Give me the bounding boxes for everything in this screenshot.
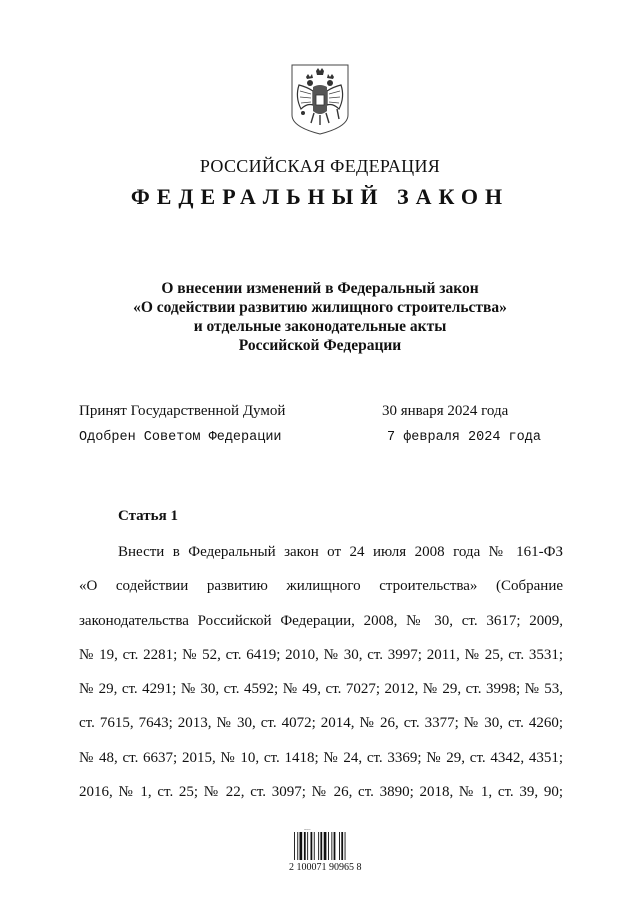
document-type: ФЕДЕРАЛЬНЫЙ ЗАКОН: [130, 184, 510, 209]
article-body-line: «О содействии развитию жилищного строительства» (Собрание: [79, 578, 563, 595]
duma-adoption-date: 30 января 2024 года: [382, 403, 509, 419]
svg-text:~~~: ~~~: [304, 827, 311, 832]
article-body-line: 2016, № 1, ст. 25; № 22, ст. 3097; № 26, ст. 3890; 2018, № 1, ст. 39, 90;: [79, 784, 563, 801]
country-name: РОССИЙСКАЯ ФЕДЕРАЦИЯ: [199, 156, 441, 176]
article-body: [79, 542, 563, 816]
council-approval-date: 7 февраля 2024 года: [387, 430, 541, 445]
article-body-line: № 19, ст. 2281; № 52, ст. 6419; 2010, № 30, ст. 3997; 2011, № 25, ст. 3531;: [79, 646, 563, 663]
council-approval-label: Одобрен Советом Федерации: [79, 430, 282, 445]
law-title-line: Российской Федерации: [238, 337, 402, 354]
article-body-line: Внести в Федеральный закон от 24 июля 2008 года № 161-ФЗ: [118, 544, 563, 560]
coat-of-arms-emblem: [289, 63, 351, 136]
barcode-number: 2 100071 90965 8: [289, 862, 362, 873]
law-title-line: «О содействии развитию жилищного строительства»: [133, 299, 507, 316]
duma-adoption-label: Принят Государственной Думой: [79, 403, 286, 419]
article-body-line: ст. 7615, 7643; 2013, № 30, ст. 4072; 2014, № 26, ст. 3377; № 30, ст. 4260;: [79, 715, 563, 732]
double-headed-eagle-icon: [289, 63, 351, 136]
law-title: [0, 279, 640, 355]
barcode-icon: [290, 826, 370, 862]
article-heading: Статья 1: [118, 508, 178, 524]
law-title-line: О внесении изменений в Федеральный закон: [161, 280, 479, 297]
article-body-line: законодательства Российской Федерации, 2008, № 30, ст. 3617; 2009,: [79, 612, 563, 629]
law-title-line: и отдельные законодательные акты: [193, 318, 447, 335]
article-body-line: № 29, ст. 4291; № 30, ст. 4592; № 49, ст. 7027; 2012, № 29, ст. 3998; № 53,: [79, 681, 563, 698]
article-body-line: № 48, ст. 6637; 2015, № 10, ст. 1418; № 24, ст. 3369; № 29, ст. 4342, 4351;: [79, 749, 563, 766]
